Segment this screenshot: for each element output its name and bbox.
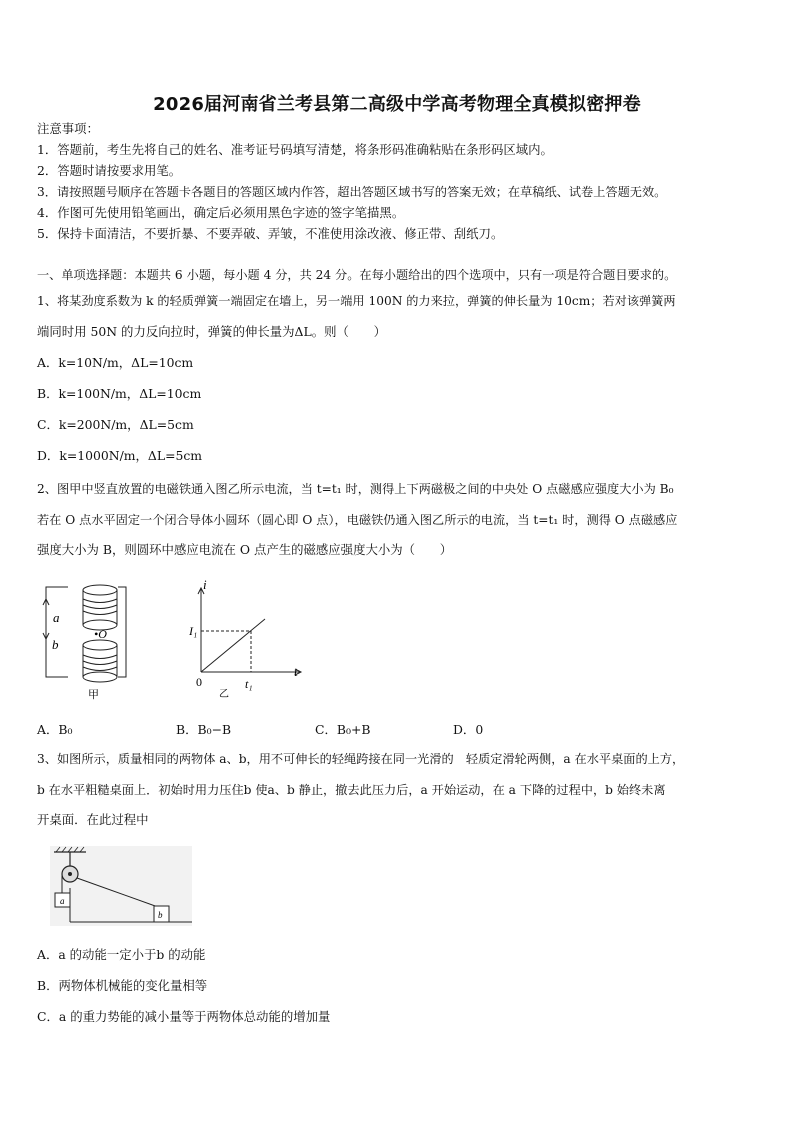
q2-option-c: C．B₀+B (315, 722, 371, 737)
section-heading: 一、单项选择题：本题共 6 小题，每小题 4 分，共 24 分。在每小题给出的四个选项中，只有一项是符合题目要求的。 (37, 268, 677, 282)
label-b: b (52, 637, 59, 652)
q3-option-a: A．a 的动能一定小于b 的动能 (37, 947, 206, 962)
notice-item-3: 3．请按照题号顺序在答题卡各题目的答题区域内作答，超出答题区域书写的答案无效；在草稿纸、试卷上答题无效。 (37, 185, 667, 199)
q1-option-c: C．k=200N/m，ΔL=5cm (37, 417, 194, 432)
q3-text-line1: 3、如图所示，质量相同的两物体 a、b，用不可伸长的轻绳跨接在同一光滑的 轻质定滑轮两侧，a 在水平桌面的上方， (37, 752, 685, 766)
q2-option-a: A．B₀ (37, 722, 73, 737)
notice-item-1: 1．答题前，考生先将自己的姓名、准考证号码填写清楚，将条形码准确粘贴在条形码区域内。 (37, 142, 553, 157)
notice-item-2: 2．答题时请按要求用笔。 (37, 163, 182, 178)
q2-text-line3: 强度大小为 B，则圆环中感应电流在 O 点产生的磁感应强度大小为（ ） (37, 542, 453, 557)
page-title: 2026届河南省兰考县第二高级中学高考物理全真模拟密押卷 (153, 94, 641, 115)
caption-yi: 乙 (219, 689, 229, 700)
q3-text-line2: b 在水平粗糙桌面上．初始时用力压住b 使a、b 静止，撤去此压力后，a 开始运动，在 a 下降的过程中，b 始终未离 (37, 783, 666, 797)
tick-I1: I₁ (189, 624, 198, 638)
notice-item-4: 4．作图可先使用铅笔画出，确定后必须用黑色字迹的签字笔描黑。 (37, 205, 405, 220)
notice-heading: 注意事项： (37, 121, 99, 136)
block-b-label: b (158, 910, 163, 920)
q2-figure-yi (185, 576, 310, 701)
q1-option-a: A．k=10N/m，ΔL=10cm (37, 355, 194, 370)
q1-text-line1: 1、将某劲度系数为 k 的轻质弹簧一端固定在墙上，另一端用 100N 的力来拉，弹簧的伸长量为 10cm；若对该弹簧两 (37, 294, 676, 308)
q3-option-b: B．两物体机械能的变化量相等 (37, 978, 208, 993)
q2-option-d: D．0 (453, 722, 484, 737)
q1-text-line2: 端同时用 50N 的力反向拉时，弹簧的伸长量为ΔL。则（ ） (37, 324, 387, 339)
label-a: a (53, 610, 60, 625)
label-O: •O (94, 627, 107, 641)
current-line (201, 619, 265, 672)
caption-jia: 甲 (88, 689, 99, 700)
q2-text-line2: 若在 O 点水平固定一个闭合导体小圆环（圆心即 O 点），电磁铁仍通入图乙所示的电流，当 t=t₁ 时，测得 O 点磁感应 (37, 513, 678, 527)
q2-option-b: B．B₀−B (176, 722, 232, 737)
q1-option-b: B．k=100N/m，ΔL=10cm (37, 386, 202, 401)
q1-option-d: D．k=1000N/m，ΔL=5cm (37, 448, 203, 463)
q3-figure-pulley (50, 846, 192, 926)
q2-figure-jia (38, 575, 138, 700)
notice-item-5: 5．保持卡面清洁，不要折暴、不要弄破、弄皱，不准使用涂改液、修正带、刮纸刀。 (37, 226, 504, 241)
tick-t1: t₁ (245, 677, 253, 691)
axis-i-label: i (203, 577, 207, 592)
axis-t-label: t (294, 664, 298, 679)
q3-option-c: C．a 的重力势能的减小量等于两物体总动能的增加量 (37, 1009, 331, 1024)
origin-label: 0 (196, 675, 202, 689)
block-a-label: a (60, 896, 65, 906)
q3-text-line3: 开桌面．在此过程中 (37, 812, 149, 827)
q2-text-line1: 2、图甲中竖直放置的电磁铁通入图乙所示电流，当 t=t₁ 时，测得上下两磁极之间的中央处 O 点磁感应强度大小为 B₀ (37, 482, 674, 496)
